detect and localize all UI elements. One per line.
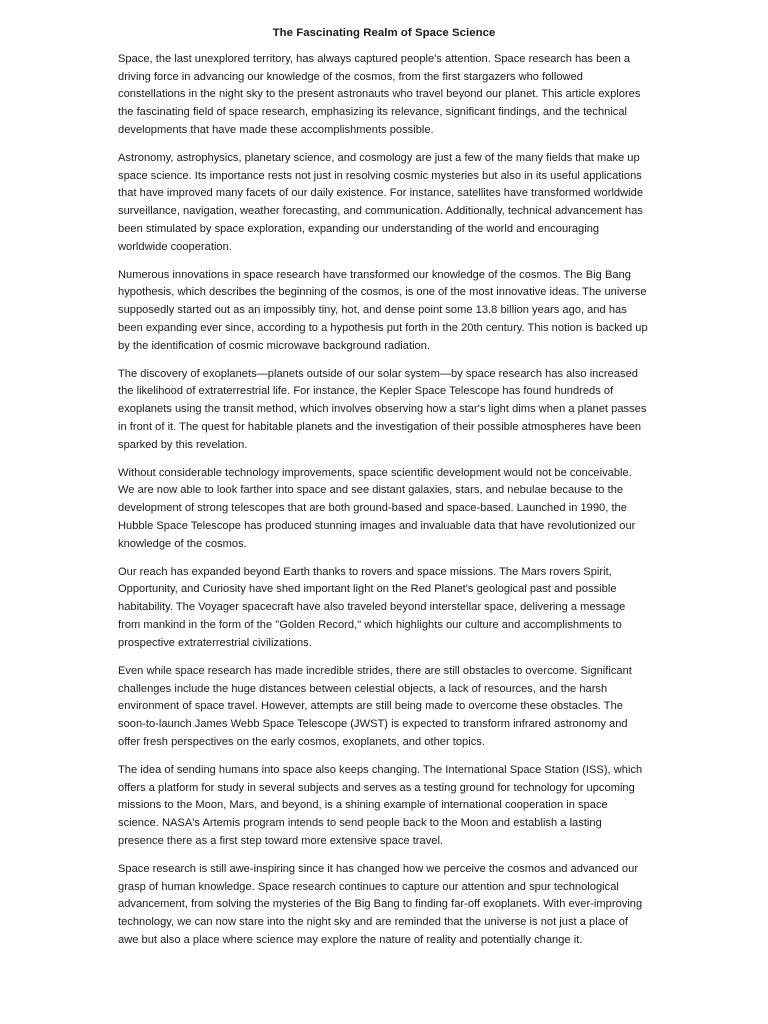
paragraph-obstacles: Even while space research has made incredible strides, there are still obstacles to overcome. Significant challenges include the huge distances between celestial objects, a lack of resources, and the harsh environment of space travel. However, attempts are still being made to overcome these obstacles. The soon-to-launch James Webb Space Telescope (JWST) is expected to transform infrared astronomy and offer fresh perspectives on the early cosmos, exoplanets, and other topics. (118, 664, 632, 748)
paragraph-human-spaceflight: The idea of sending humans into space also keeps changing. The International Space Station (ISS), which offers a platform for study in several subjects and serves as a testing ground for technology for upcoming missions to the Moon, Mars, and beyond, is a shining example of international cooperation in space science. NASA's Artemis program intends to send people back to the Moon and establish a lasting presence there as a first step toward more extensive space travel. (118, 763, 643, 847)
paragraph-big-bang: Numerous innovations in space research have transformed our knowledge of the cosmos. The Big Bang hypothesis, which describes the beginning of the cosmos, is one of the most innovative ideas. The universe supposedly started out as an impossibly tiny, hot, and dense point some 13.8 billion years ago, and has been expanding ever since, according to a hypothesis put forth in the 20th century. This notion is backed up by the identification of cosmic microwave background radiation. (118, 268, 648, 352)
paragraph-rovers-missions: Our reach has expanded beyond Earth thanks to rovers and space missions. The Mars rovers Spirit, Opportunity, and Curiosity have shed important light on the Red Planet's geological past and possible habitability. The Voyager spacecraft have also traveled beyond interstellar space, delivering a message from mankind in the form of the "Golden Record," which highlights our culture and accomplishments to prospective extraterrestrial civilizations. (118, 565, 626, 649)
paragraph-conclusion: Space research is still awe-inspiring since it has changed how we perceive the cosmos and advanced our grasp of human knowledge. Space research continues to capture our attention and spur technological advancement, from solving the mysteries of the Big Bang to finding far-off exoplanets. With ever-improving technology, we can now stare into the night sky and are reminded that the universe is not just a place of awe but also a place where science may explore the nature of reality and potentially change it. (118, 862, 643, 946)
paragraph-exoplanets: The discovery of exoplanets—planets outside of our solar system—by space research has also increased the likelihood of extraterrestrial life. For instance, the Kepler Space Telescope has found hundreds of exoplanets using the transit method, which involves observing how a star's light dims when a planet passes in front of it. The quest for habitable planets and the investigation of their possible atmospheres have been sparked by this revelation. (118, 367, 647, 451)
document-title: The Fascinating Realm of Space Science (272, 27, 496, 39)
paragraph-fields-of-space-science: Astronomy, astrophysics, planetary science, and cosmology are just a few of the many fields that make up space science. Its importance rests not just in resolving cosmic mysteries but also in its useful applications that have improved many facets of our daily existence. For instance, satellites have transformed worldwide surveillance, navigation, weather forecasting, and communication. Additionally, technical advancement has been stimulated by space exploration, expanding our understanding of the world and encouraging worldwide cooperation. (118, 152, 644, 253)
paragraph-telescopes: Without considerable technology improvements, space scientific development would not be conceivable. We are now able to look farther into space and see distant galaxies, stars, and nebulae because to the development of strong telescopes that are both ground-based and space-based. Launched in 1990, the Hubble Space Telescope has produced stunning images and invaluable data that have revolutionized our knowledge of the cosmos. (118, 466, 636, 550)
paragraph-intro: Space, the last unexplored territory, has always captured people's attention. Space research has been a driving force in advancing our knowledge of the cosmos, from the first stargazers who followed constellations in the night sky to the present astronauts who travel beyond our planet. This article explores the fascinating field of space research, emphasizing its relevance, significant findings, and the technical developments that have made these accomplishments possible. (118, 53, 641, 136)
